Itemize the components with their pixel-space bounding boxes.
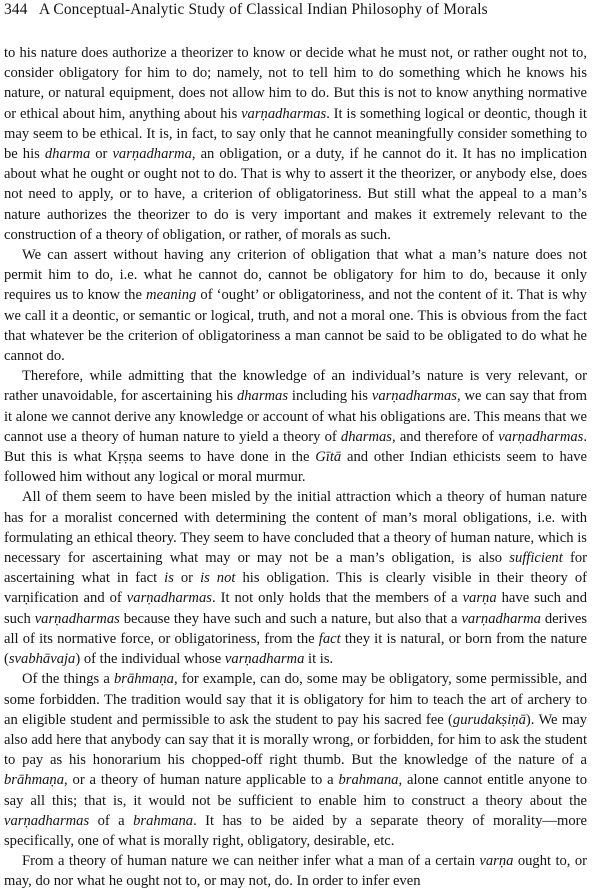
text-run: We can assert without having any criterion of obligation that what a man’s nature does not permit him to do, i.e. what he cannot do, cannot be obligatory for him to do, because it only requires us to know the xyxy=(4,247,587,304)
italic-term: brāhmaṇa xyxy=(113,671,174,688)
text-run: because they have such and such a nature, but also that a xyxy=(119,610,462,627)
text-run: , alone cannot entitle anyone to say all this; that is, it would not be sufficient to enable him to construct a theory about the xyxy=(4,772,587,809)
paragraph xyxy=(4,851,587,891)
text-run: it is. xyxy=(304,651,334,668)
text-run: and other Indian ethicists seem to have followed him without any logical or moral murmur. xyxy=(4,449,588,486)
italic-term: varṇadharmas xyxy=(4,812,90,829)
text-run: Of the things a xyxy=(22,671,114,688)
italic-term: varṇadharma xyxy=(461,610,541,627)
body-text xyxy=(4,23,587,892)
text-run: Therefore, while admitting that the knowledge of an individual’s nature is very relevant, or rather unavoidable, for ascertaining his xyxy=(4,368,587,405)
italic-term: varṇa xyxy=(479,853,514,870)
text-run: have such and such xyxy=(4,590,587,627)
paragraph xyxy=(4,669,587,851)
text-run: , we can say that from it alone we cannot derive any knowledge or account of what his obligations are. This means that we cannot use a theory of human nature to yield a theory of xyxy=(4,388,587,445)
text-run: From a theory of human nature we can neither infer what a man of a certain xyxy=(22,853,480,870)
italic-term: is xyxy=(164,570,174,587)
text-run: , or a theory of human nature applicable to a xyxy=(64,772,339,789)
text-run: they it is natural, or born from the nature ( xyxy=(4,630,587,668)
italic-term: varṇadharmas xyxy=(241,105,327,122)
text-run: . But this is what Kṛṣṇa seems to have done in the xyxy=(4,428,587,466)
text-run: ) of the individual whose xyxy=(75,651,225,668)
italic-term: meaning xyxy=(146,287,197,304)
paragraph xyxy=(4,366,587,487)
text-run: for ascertaining what in fact xyxy=(4,550,587,587)
italic-term: fact xyxy=(318,630,341,647)
text-run: of ‘ought’ or obligatoriness, and not the content of it. That is why we call it a deontic, or semantic or logical, truth, and not a moral one. This is obvious from the fact that whatever be the criterion of obligatoriness a man cannot be said to be obligated to do what he cannot do. xyxy=(4,287,587,365)
paragraph xyxy=(4,43,587,245)
italic-term: varṇadharma xyxy=(112,146,192,163)
text-run: . It not only holds that the members of a xyxy=(211,590,463,607)
text-run: ). We may also add here that anybody can say that it is morally wrong, or forbidden, for him to ask the student to pay as his honorarium his chopped-off right thumb. But the knowledge of the nature of a xyxy=(4,711,587,769)
text-run: , for example, can do, some may be obligatory, some permissible, and some forbidden. The tradition would say that it is obligatory for him to teach the art of archery to an eligible student and permissible to ask the student to pay his sacred fee ( xyxy=(4,671,587,728)
text-run: of a xyxy=(89,812,134,829)
italic-term: varṇadharmas xyxy=(126,590,212,607)
text-run: including his xyxy=(288,388,372,405)
text-run: to his nature does authorize a theorizer to know or decide what he must not, or rather ought not to, consider obligatory for him to do; namely, not to tell him to do something which he knows his nature, or natural equipment, does not allow him to do. But this is not to know anything normative or ethical about him, anything about his xyxy=(4,45,587,122)
italic-term: Gītā xyxy=(315,449,342,466)
text-run: All of them seem to have been misled by the initial attraction which a theory of human nature has for a moralist concerned with determining the content of man’s moral obligations, i.e. with formulating an ethical theory. They seem to have concluded that a theory of human nature, which is necessary for ascertaining what may or may not be a man’s obligation, is also xyxy=(4,489,587,567)
italic-term: dharmas xyxy=(236,388,289,405)
italic-term: varṇadharmas xyxy=(34,610,120,627)
text-run: or xyxy=(90,146,113,163)
italic-term: gurudakṣiṇā xyxy=(452,711,526,728)
italic-term: brahmana xyxy=(133,812,194,829)
running-header xyxy=(4,0,587,23)
paragraph xyxy=(4,245,587,366)
text-run: . It has to be aided by a separate theory of morality—more specifically, one of what is morally right, obligatory, desirable, etc. xyxy=(4,812,587,849)
italic-term: dharmas xyxy=(340,428,392,445)
paragraph xyxy=(4,487,587,669)
text-run: or xyxy=(173,570,201,587)
italic-term: brahmana xyxy=(338,772,399,789)
italic-term: is not xyxy=(200,570,236,587)
italic-term: varṇa xyxy=(462,590,497,607)
text-run: , and therefore of xyxy=(392,428,499,445)
text-run: , an obligation, or a duty, if he cannot do it. It has no implication about what he ought or ought not to do. That is why to assert it the theorizer, or anybody else, does not need to apply, or to have, a criterion of obligatoriness. But still what the appeal to a man’s nature authorizes the theorizer to do is very important and makes it extremely relevant to the construction of a theory of obligation, or rather, of morals as such. xyxy=(4,146,587,243)
italic-term: varṇadharmas xyxy=(498,428,584,445)
page-number: 344 xyxy=(4,1,28,18)
text-run: derives all of its normative force, or obligatoriness, from the xyxy=(4,610,587,647)
italic-term: varṇadharma xyxy=(224,651,305,668)
italic-term: svabhāvaja xyxy=(8,651,76,668)
text-run: his obligation. This is clearly visible in their theory of varṇification and of xyxy=(4,570,588,607)
text-run: ought to, or may, do nor what he ought not to, or may not, do. In order to infer even xyxy=(4,853,587,890)
italic-term: brāhmaṇa xyxy=(4,772,64,789)
italic-term: dharma xyxy=(44,146,91,163)
italic-term: sufficient xyxy=(509,550,563,567)
text-run: . It is something logical or deontic, though it may seem to be ethical. It is, in fact, to say only that he cannot meaningfully consider something to be his xyxy=(4,105,587,163)
italic-term: varṇadharmas xyxy=(371,388,457,405)
running-title: A Conceptual-Analytic Study of Classical Indian Philosophy of Morals xyxy=(39,1,488,18)
